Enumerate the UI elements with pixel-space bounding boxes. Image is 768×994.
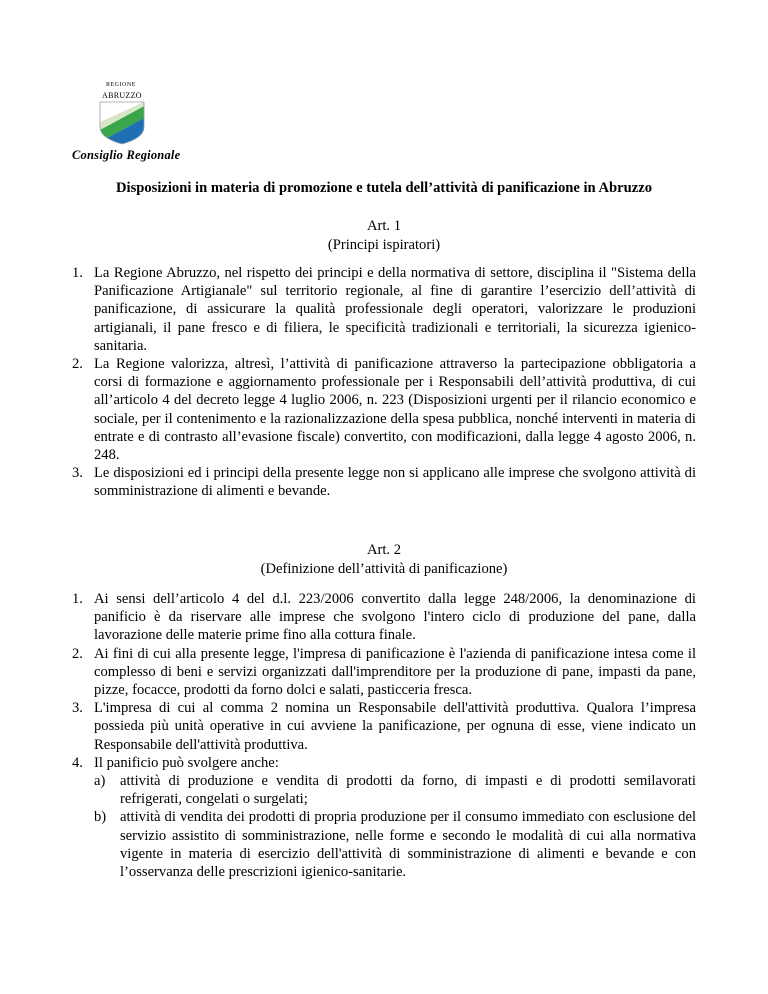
item-number: 3. [72,465,83,482]
sub-list-item [94,808,696,881]
sub-item-text: attività di produzione e vendita di prodotti da forno, di impasti e di prodotti semilavorati refrigerati, congelati o surgelati; [120,773,696,808]
item-text: Le disposizioni ed i principi della presente legge non si applicano alle imprese che svolgono attività di somministrazione di alimenti e bevande. [94,465,696,500]
list-item [72,645,696,700]
item-number: 2. [72,356,83,373]
regione-abruzzo-logo [72,78,186,170]
item-text: Ai sensi dell’articolo 4 del d.l. 223/2006 convertito dalla legge 248/2006, la denominazione di panificio è da riservare alle imprese che svolgono l'intero ciclo di produzione del pane, dalla lavorazione delle materie prime fino alla cottura finale. [94,591,696,644]
logo-region-label: REGIONE [106,82,136,88]
article-2-items [72,590,696,881]
item-text: La Regione Abruzzo, nel rispetto dei principi e della normativa di settore, disciplina il "Sistema della Panificazione Artigianale" sul territorio regionale, al fine di garantire l’esercizio dell’attività di panificazione, di assicurare la qualità professionale degli operatori, valorizzare le produzioni artigianali, il pane fresco e di filiera, le specificità tradizionali e territoriali, la sicurezza igienico-sanitaria. [94,265,696,354]
sub-item-letter: b) [94,809,107,826]
list-item [72,264,696,355]
item-text: L'impresa di cui al comma 2 nomina un Responsabile dell'attività produttiva. Qualora l’impresa possieda più unità operative in cui avviene la panificazione, per ognuna di esse, viene indicato un Responsabile dell'attività produttiva. [94,700,696,753]
item-text: Il panificio può svolgere anche: [94,754,279,771]
sub-item-letter: a) [94,773,106,790]
article-1-header [72,217,696,255]
item-number: 2. [72,645,83,662]
list-item [72,464,696,500]
logo-caption: Consiglio Regionale [72,148,181,162]
article-heading: (Definizione dell’attività di panificazione) [260,561,508,577]
list-item [72,590,696,645]
sub-item-text: attività di vendita dei prodotti di propria produzione per il consumo immediato con esclusione del servizio assistito di somministrazione, nelle forme e secondo le modalità di cui alla normativa vigente in materia di esercizio dell'attività di somministrazione di alimenti e bevande e con l’osservanza delle prescrizioni igienico-sanitarie. [120,809,696,881]
list-item [72,699,696,754]
sub-list [94,772,696,881]
document-title: Disposizioni in materia di promozione e tutela dell’attività di panificazione in Abruzzo [115,180,653,196]
article-1-items [72,264,696,501]
logo-region-name: ABRUZZO [102,91,142,100]
item-number: 4. [72,754,83,771]
sub-list-item [94,772,696,808]
item-number: 1. [72,591,83,607]
list-item [72,754,696,881]
item-text: Ai fini di cui alla presente legge, l'impresa di panificazione è l'azienda di panificazione intesa come il complesso di beni e servizi organizzati dall'imprenditore per la produzione di pane, impasti da pane, pizze, focacce, prodotti da forno dolci e salati, pasticceria fresca. [94,645,696,699]
abruzzo-shield-icon [98,101,146,145]
item-number: 1. [72,265,83,281]
article-number: Art. 1 [366,218,402,234]
item-text: La Regione valorizza, altresì, l’attività di panificazione attraverso la partecipazione obbligatoria a corsi di formazione e aggiornamento professionale per i Responsabili dell’attività produttiva, di cui all’articolo 4 del decreto legge 4 luglio 2006, n. 223 (Disposizioni urgenti per il rilancio economico e sociale, per il contenimento e la razionalizzazione della spesa pubblica, nonché interventi in materia di entrate e di contrasto all’evasione fiscale) convertito, con modificazioni, dalla legge 4 agosto 2006, n. 248. [94,356,696,464]
article-heading: (Principi ispiratori) [327,237,441,253]
article-2-header [72,541,696,579]
item-number: 3. [72,700,83,717]
article-number: Art. 2 [366,542,402,558]
list-item [72,355,696,464]
